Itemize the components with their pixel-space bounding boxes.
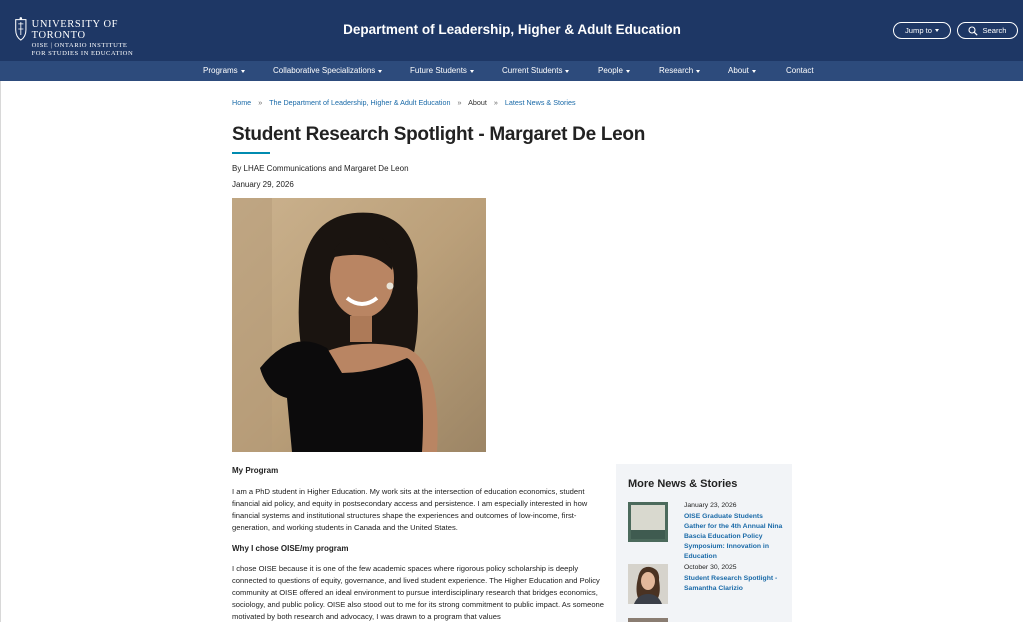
logo-line-studies: FOR STUDIES IN EDUCATION [31, 49, 134, 57]
nav-label: Future Students [410, 66, 467, 75]
story-title-link[interactable]: OISE Graduate Students Gather for the 4th Annual Nina Bascia Education Policy Symposium: Innovation in Education [684, 513, 783, 560]
title-underline [232, 152, 270, 154]
breadcrumb-separator: » [457, 98, 462, 107]
site-header [0, 0, 1023, 61]
nav-label: About [728, 66, 749, 75]
nav-label: Contact [786, 66, 814, 75]
list-item[interactable] [628, 618, 788, 622]
story-thumbnail[interactable] [628, 502, 668, 542]
nav-item-programs[interactable] [203, 61, 245, 81]
crest-icon [14, 14, 28, 44]
more-news-sidebar [616, 464, 792, 622]
chevron-down-icon [241, 70, 245, 73]
chevron-down-icon [696, 70, 700, 73]
section-heading-why-oise: Why I chose OISE/my program [232, 544, 349, 553]
section-body-why-oise: I chose OISE because it is one of the few academic spaces where rigorous policy scholarship is deeply connected to questions of equity, governance, and lived student experience. The Higher Education and Policy community at OISE offered an ideal environment to pursue interdisciplinary research that bridges economics, sociology, and public policy. OISE also stood out to me for its strong commitment to public impact. As someone motivated by both research and advocacy, I was drawn to a program that values [232, 564, 604, 621]
section-heading-my-program: My Program [232, 466, 279, 475]
list-item[interactable] [628, 564, 788, 610]
portrait-image [628, 564, 668, 604]
nav-item-people[interactable] [598, 61, 630, 81]
chevron-down-icon [470, 70, 474, 73]
nav-item-contact[interactable] [786, 61, 814, 81]
chevron-down-icon [565, 70, 569, 73]
nav-item-about[interactable] [728, 61, 756, 81]
nav-item-future-students[interactable] [410, 61, 474, 81]
article-byline: By LHAE Communications and Margaret De Leon [232, 164, 409, 173]
breadcrumb-about: About [468, 98, 487, 107]
page-title: Student Research Spotlight - Margaret De Leon [232, 124, 645, 145]
portrait-image [232, 198, 486, 452]
story-title-link[interactable]: Student Research Spotlight - Samantha Clarizio [684, 575, 778, 592]
nav-item-collaborative-specializations[interactable] [273, 61, 382, 81]
sidebar-title: More News & Stories [628, 478, 738, 490]
department-title[interactable]: Department of Leadership, Higher & Adult Education [343, 22, 681, 37]
search-button[interactable] [957, 22, 1018, 39]
jump-to-label: Jump to [904, 26, 932, 35]
list-item[interactable] [628, 502, 788, 560]
main-navigation [0, 61, 1023, 81]
section-body-my-program: I am a PhD student in Higher Education. My work sits at the intersection of education economics, student financial aid policy, and equity in postsecondary access and persistence. I am especially interested in how financial systems and institutional structures shape the experiences and outcomes of low-income, first-generation, and working students in Canada and the United States. [232, 487, 588, 532]
university-logo[interactable] [14, 14, 154, 57]
nav-label: Collaborative Specializations [273, 66, 376, 75]
search-icon [968, 26, 978, 36]
chevron-down-icon [626, 70, 630, 73]
nav-label: Research [659, 66, 694, 75]
symposium-poster-image [628, 502, 668, 542]
breadcrumb [232, 98, 576, 107]
story-thumbnail[interactable] [628, 618, 668, 622]
logo-line-university: UNIVERSITY OF TORONTO [31, 19, 119, 41]
article-photo [232, 198, 486, 452]
story-date: January 23, 2026 [684, 502, 737, 509]
breadcrumb-separator: » [258, 98, 263, 107]
search-label: Search [982, 26, 1007, 35]
nav-label: Current Students [502, 66, 563, 75]
logo-line-oise: OISE | ONTARIO INSTITUTE [31, 42, 128, 49]
chevron-down-icon [752, 70, 756, 73]
article-date: January 29, 2026 [232, 180, 294, 189]
window-edge [0, 0, 1, 622]
breadcrumb-department[interactable]: The Department of Leadership, Higher & Adult Education [269, 98, 451, 107]
story-thumbnail[interactable] [628, 564, 668, 604]
story-date: October 30, 2025 [684, 564, 737, 571]
breadcrumb-news[interactable]: Latest News & Stories [504, 98, 576, 107]
nav-item-current-students[interactable] [502, 61, 569, 81]
logo-wordmark [32, 14, 154, 57]
jump-to-button[interactable] [893, 22, 951, 39]
nav-label: Programs [203, 66, 238, 75]
chevron-down-icon [935, 29, 939, 32]
breadcrumb-separator: » [493, 98, 498, 107]
nav-item-research[interactable] [659, 61, 700, 81]
chevron-down-icon [378, 70, 382, 73]
nav-label: People [598, 66, 623, 75]
breadcrumb-home[interactable]: Home [232, 98, 252, 107]
